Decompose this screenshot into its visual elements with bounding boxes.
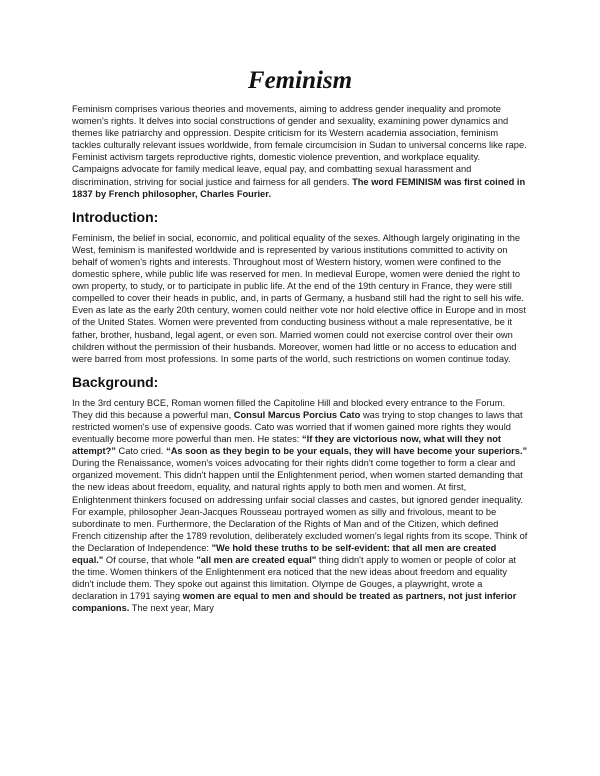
background-paragraph-1: In the 3rd century BCE, Roman women filled the Capitoline Hill and blocked every entrance to the Forum. They did this because a powerful man, Consul Marcus Porcius Cato was trying to stop changes to laws that restricted women's use of expensive goods. Cato was worried that if women gained more rights they would eventually become more powerful than men. He states: “If they are victorious now, what will they not attempt?” Cato cried. “As soon as they begin to be your equals, they will have become your superiors.” [72,397,528,457]
intro-paragraph [72,103,528,200]
gouges-quote: women are equal to men and should be treated as partners, not just inferior companions. [72,591,517,614]
document-title: Feminism [247,67,353,94]
introduction-heading: Introduction: [72,208,159,225]
declaration-quote: "We hold these truths to be self-evident: that all men are created equal." [72,542,497,565]
cato-name: Consul Marcus Porcius Cato [233,409,361,420]
cato-quote-1: “If they are victorious now, what will they not attempt?” [72,434,502,457]
intro-bold-fact: The word FEMINISM was first coined in 1837 by French philosopher, Charles Fourier. [72,176,526,199]
background-heading: Background: [72,373,159,390]
all-men-quote: "all men are created equal" [196,555,317,565]
background-paragraph-2: During the Renaissance, women's voices advocating for their rights didn't come together to form a clear and organized movement. This didn't happen until the Enlightenment period, when women started demanding that the new ideas about freedom, equality, and natural rights apply to both men and women. At first, Enlightenment thinkers focused on addressing unfair social classes and castes, but ignored gender inequality. For example, philosopher Jean-Jacques Rousseau portrayed women as silly and frivolous, meant to be subordinate to men. Furthermore, the Declaration of the Rights of Man and of the Citizen, which defined French citizenship after the 1789 revolution, deliberately excluded women's legal rights from its scope. Think of the Declaration of Independence: "We hold these truths to be self-evident: that all men are created equal." Of course, that whole "all men are created equal" thing didn't apply to women or people of color at the time. Women thinkers of the Enlightenment era noticed that the new ideas about freedom and equality didn't include them. They spoke out against this limitation. Olympe de Gouges, a playwright, wrote a declaration in 1791 saying women are equal to men and should be treated as partners, not just inferior companions. The next year, Mary [72,458,528,614]
introduction-paragraph: Feminism, the belief in social, economic, and political equality of the sexes. Although largely originating in the West, feminism is manifested worldwide and is represented by various institutions committed to activity on behalf of women's rights and interests. Throughout most of Western history, women were confined to the domestic sphere, while public life was reserved for men. In medieval Europe, women were denied the right to own property, to study, or to participate in public life. At the end of the 19th century in France, they were still compelled to cover their heads in public, and, in parts of Germany, a husband still had the right to sell his wife. Even as late as the early 20th century, women could neither vote nor hold elective office in Europe and in most of the United States. Women were prevented from conducting business without a male representative, be it father, brother, husband, legal agent, or even son. Married women could not exercise control over their own children without the permission of their husbands. Moreover, women had little or no access to education and were barred from most professions. In some parts of the world, such restrictions on women continue today. [72,232,526,364]
intro-text: Feminism comprises various theories and movements, aiming to address gender inequality and promote women's rights. It delves into social constructions of gender and sexuality, examining power dynamics and themes like patriarchy and oppression. Despite criticism for its Western academia association, feminism tackles culturally relevant issues worldwide, from female circumcision in Sudan to universal concerns like rape. Feminist activism targets reproductive rights, domestic violence prevention, and workplace equality. Campaigns advocate for family medical leave, equal pay, and combatting sexual harassment and discrimination, striving for social justice and fairness for all genders. [72,104,527,187]
cato-quote-2: “As soon as they begin to be your equals, they will have become your superiors.” [166,446,528,457]
